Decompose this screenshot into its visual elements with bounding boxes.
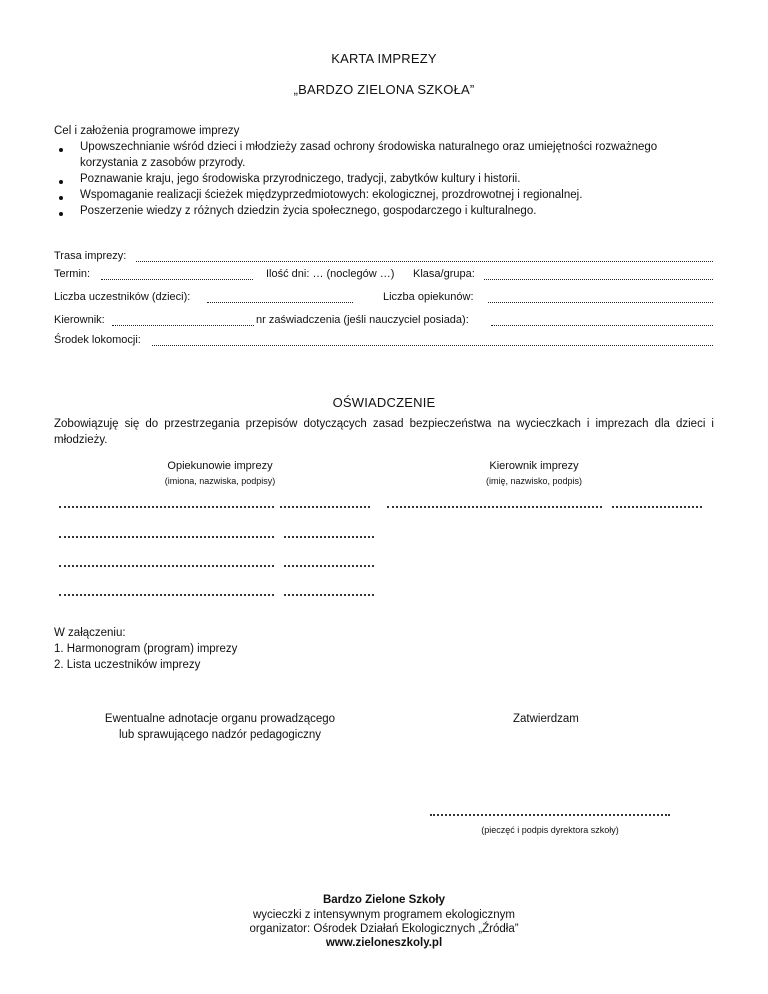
ilosc-dni-label: Ilość dni: … (noclegów …)	[266, 268, 395, 280]
document-title: KARTA IMPREZY	[331, 51, 437, 66]
attachment-1: 1. Harmonogram (program) imprezy	[54, 643, 238, 655]
guardian-2-sign-field[interactable]	[284, 536, 374, 538]
goal-item-3: Wspomaganie realizacji ścieżek międzyprzedmiotowych: ekologicznej, prozdrowotnej i regionalnej.	[80, 189, 583, 201]
leader-note: (imię, nazwisko, podpis)	[485, 476, 583, 486]
termin-label: Termin:	[54, 268, 91, 280]
kierownik-field[interactable]	[112, 325, 254, 326]
approve-label: Zatwierdzam	[513, 713, 579, 725]
document-subtitle: „BARDZO ZIELONA SZKOŁA”	[293, 82, 475, 97]
nr-zaswiadczenia-field[interactable]	[491, 325, 713, 326]
footer-line1: wycieczki z intensywnym programem ekologicznym	[252, 909, 516, 921]
guardian-2-name-field[interactable]	[59, 536, 274, 538]
guardian-4-name-field[interactable]	[59, 594, 274, 596]
footer-url[interactable]: www.zieloneszkoly.pl	[325, 937, 443, 949]
attachments-heading: W załączeniu:	[54, 627, 126, 639]
srodek-label: Środek lokomocji:	[54, 334, 141, 346]
goal-item-1-cont: korzystania z zasobów przyrody.	[80, 157, 246, 169]
guardian-3-name-field[interactable]	[59, 565, 274, 567]
footer-name: Bardzo Zielone Szkoły	[322, 894, 446, 906]
liczba-uczestnikow-label: Liczba uczestników (dzieci):	[54, 291, 191, 303]
klasa-label: Klasa/grupa:	[413, 268, 475, 280]
klasa-field[interactable]	[484, 279, 713, 280]
bullet-icon	[59, 148, 63, 152]
trasa-field[interactable]	[136, 261, 713, 262]
guardian-1-sign-field[interactable]	[280, 506, 370, 508]
guardian-1-name-field[interactable]	[59, 506, 274, 508]
liczba-opiekunow-label: Liczba opiekunów:	[383, 291, 474, 303]
footer-line2: organizator: Ośrodek Działań Ekologicznych „Źródła”	[249, 923, 519, 935]
declaration-text-line1: Zobowiązuję się do przestrzegania przepisów dotyczących zasad bezpieczeństwa na wycieczkach i imprezach dla dzieci i	[54, 418, 714, 430]
notes-label-line2: lub sprawującego nadzór pedagogiczny	[118, 729, 322, 741]
bullet-icon	[59, 180, 63, 184]
leader-name-field[interactable]	[387, 506, 602, 508]
nr-zaswiadczenia-label: nr zaświadczenia (jeśli nauczyciel posiada):	[256, 314, 469, 326]
goals-heading: Cel i założenia programowe imprezy	[54, 125, 240, 137]
goal-item-2: Poznawanie kraju, jego środowiska przyrodniczego, tradycji, zabytków kultury i historii.	[80, 173, 521, 185]
liczba-uczestnikow-field[interactable]	[207, 302, 353, 303]
bullet-icon	[59, 212, 63, 216]
attachment-2: 2. Lista uczestników imprezy	[54, 659, 201, 671]
liczba-opiekunow-field[interactable]	[488, 302, 713, 303]
stamp-note: (pieczęć i podpis dyrektora szkoły)	[481, 825, 619, 835]
guardians-label: Opiekunowie imprezy	[167, 460, 273, 472]
goal-item-1: Upowszechnianie wśród dzieci i młodzieży zasad ochrony środowiska naturalnego oraz umiejętności rozważnego	[80, 141, 658, 153]
termin-field[interactable]	[101, 279, 253, 280]
declaration-text-line2: młodzieży.	[54, 434, 108, 446]
srodek-field[interactable]	[152, 345, 713, 346]
director-signature-field[interactable]	[430, 814, 670, 816]
trasa-label: Trasa imprezy:	[54, 250, 127, 262]
leader-label: Kierownik imprezy	[489, 460, 579, 472]
guardians-note: (imiona, nazwiska, podpisy)	[164, 476, 276, 486]
bullet-icon	[59, 196, 63, 200]
guardian-3-sign-field[interactable]	[284, 565, 374, 567]
goal-item-4: Poszerzenie wiedzy z różnych dziedzin życia społecznego, gospodarczego i kulturalnego.	[80, 205, 537, 217]
guardian-4-sign-field[interactable]	[284, 594, 374, 596]
declaration-heading: OŚWIADCZENIE	[332, 395, 436, 410]
notes-label-line1: Ewentualne adnotacje organu prowadzącego	[104, 713, 336, 725]
kierownik-label: Kierownik:	[54, 314, 105, 326]
leader-sign-field[interactable]	[612, 506, 702, 508]
